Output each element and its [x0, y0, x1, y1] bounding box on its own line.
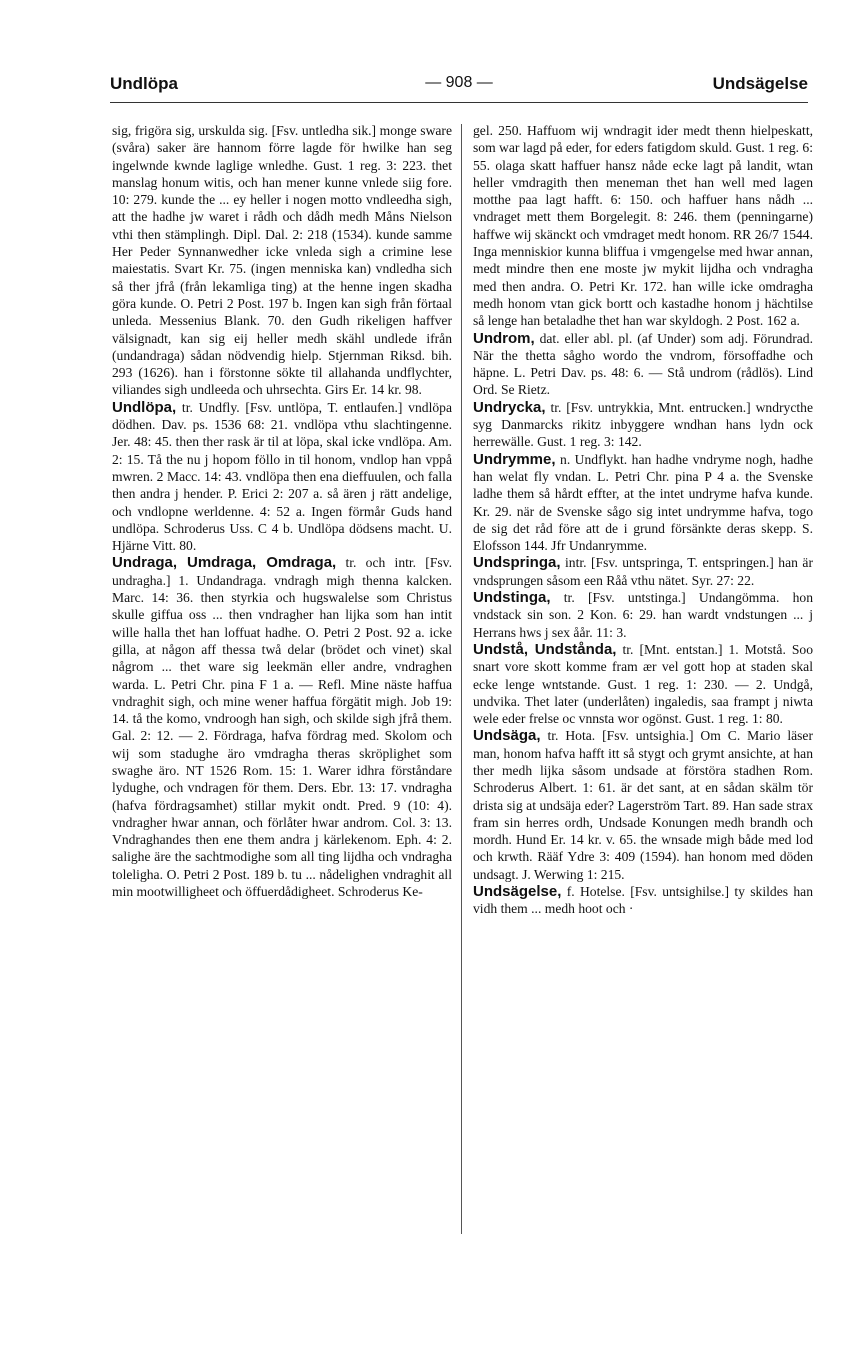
entry: [473, 554, 813, 589]
entry-text: tr. [Fsv. untstinga.] Undangömma. hon vndstack sin son. 2 Kon. 6: 29. han wardt vndstungen ... j Herrans hws j sex åår. 11: 3.: [473, 590, 813, 640]
entry: [473, 399, 813, 451]
left-column: [112, 122, 452, 900]
header-right-guideword: Undsägelse: [712, 74, 808, 93]
entry-text: intr. [Fsv. untspringa, T. entspringen.] han är vndsprungen såsom een Råå vthu nätet. Syr. 27: 22.: [473, 555, 813, 588]
entry: [473, 727, 813, 883]
entry-text: n. Undflykt. han hadhe vndryme nogh, hadhe han welat fly vndan. L. Petri Chr. pina P 4 a. the Svenske ladhe them så hårdt effter, at the intet undryme hafva kunde. Kr. 29. när de Svenske sågo sig intet undrymme hafva, togo de sig det råd före att de i grund försänkte deras skepp. S. Elofsson 144. Jfr Undanrymme.: [473, 451, 813, 554]
entry: [112, 122, 452, 399]
entry: [473, 330, 813, 399]
entry: [473, 883, 813, 918]
entry: [473, 451, 813, 555]
entry-text: tr. Undfly. [Fsv. untlöpa, T. entlaufen.] vndlöpa dödhen. Dav. ps. 1536 68: 21. vndlöpa vthu slachtingenne. Jer. 48: 45. then ther rask är til at löpa, skal icke vndlöpa. Am. 2: 15. Tå the nu j hopom föllo in til honom, vndlop han vppå mwren. 2 Macc. 14: 43. vndlöpa then ena dieffuulen, och falla then andra j hender. P. Erici 2: 207 a. så ären j rätt andelige, och vndlopne werldenne. 4: 52 a. Ingen förmår Guds hand undlöpa. Schroderus Uss. C 4 b. Undlöpa dödsens macht. U. Hjärne Vitt. 80.: [112, 399, 452, 554]
headword: Undstinga,: [473, 589, 551, 607]
column-divider: [461, 124, 462, 1234]
entry-text: tr. [Fsv. untrykkia, Mnt. entrucken.] wndrycthe syg Danmarcks rikitz inbyggere wndhan hans lydn ock herrewälle. Gust. 1 reg. 3: 142.: [473, 399, 813, 450]
headword: Undrymme,: [473, 450, 556, 468]
entry: [112, 399, 452, 555]
headword: Undlöpa,: [112, 398, 177, 416]
right-column: [473, 122, 813, 918]
entry-text: dat. eller abl. pl. (af Under) som adj. Förundrad. När the thetta sågho wordo the vndrom, försoffadhe och häpne. L. Petri Dav. ps. 48: 6. — Stå undrom (rådlös). Lind Ord. Se Rietz.: [473, 330, 813, 398]
entry-text: sig, frigöra sig, urskulda sig. [Fsv. untledha sik.] monge sware (svåra) saker äre hannom förre lagde för hwilke han seg ingelwnde kwnde laglige wnledhe. Gust. 1 reg. 3: 223. thet manslag honum witis, och han mener kunne vnlede siig fore. 10: 279. kunde the ... ey heller i nogen motto vndleedha sigh, att the hadhe jw waret i rådh och dådh medh Måns Nielson vthi then stämplingh. Dipl. Dal. 2: 218 (1534). kunde samme Her Peder Synnanwedher icke vnleda sigh a crimine lese maiestatis. Svart Kr. 75. (ingen menniska kan) vndledha sich så ther jfrå (från lekamliga ting) at the henne ingen skadha göra kunde. O. Petri 2 Post. 197 b. Ingen kan sigh från förtaal unleda. Messenius Blank. 70. den Gudh rikeligen haffver välsignadt, kan sig eij heller medh skähl undlede ifrån (undandraga) sådan nödvendig hielp. Stjernman Riksd. bih. 293 (1626). han i förstonne sökte til allahanda undflychter, viliandes sigh undleeda och uhrsechta. Girs Er. 14 kr. 98.: [112, 123, 452, 398]
headword: Undsägelse,: [473, 883, 562, 901]
entry: [473, 641, 813, 727]
entry: [473, 122, 813, 330]
headword: Undraga, Umdraga, Omdraga,: [112, 554, 337, 572]
page-header: [110, 70, 808, 103]
header-left-guideword: Undlöpa: [110, 74, 178, 93]
entry-text: gel. 250. Haffuom wij wndragit ider medt thenn hielpeskatt, som war lagd på eder, for eders fatigdom skuld. Gust. 1 reg. 6: 55. olaga skatt haffuer hansz nåde ecke lagt på landit, wtan heller vmdragith then meneman thet han well med lagen motthe paa lagt hafft. 6: 150. och haffuer hans nådh ... vndraget mett them Borgelegit. 8: 246. them (penningarne) haffwe wij skänckt och vmdraget medt honom. RR 26/7 1544. Inga menniskior kunna bliffua i vmgengelse med hwar annan, medt mindre then ene moste jw mykit lijdha och vndragha med then andra. O. Petri Kr. 172. han wille icke omdragha medh honom vtan gick bortt och kastadhe honom j hächtilse så lenge han betaladhe thet han war skyldogh. 2 Post. 162 a.: [473, 123, 813, 329]
entry-text: tr. Hota. [Fsv. untsighia.] Om C. Mario läser man, honom hafva hafft itt så stygt och grymt ansichte, at han ther medh lijka såsom undsade at förstöra stadhen Rom. Schroderus Albert. 1: 61. är det sant, at en sådan skälm tör drista sig at undsäja eder? Lagerström Tart. 89. Han sade strax fram sin herres ordh, Undsade Konungen medh brandh och mordh. Hund Er. 14 kr. v. 65. the wnsade migh både med lod och krwth. Rääf Ydre 3: 409 (1594). han honom med döden undsagt. J. Werwing 1: 215.: [473, 728, 813, 882]
entry-text: tr. och intr. [Fsv. undragha.] 1. Undandraga. vndragh migh thenna kalcken. Marc. 14: 36. then styrkia och hugswalelse som Christus skulle giffua oss ... then vndragher han lijka som han intit wille halla thet han loffuat hadhe. O. Petri 2 Post. 92 a. icke gilla, at någon aff thessa twå delar (brödet och vinet) skal någrom ... thet ware sig leekmän eller andre, vndraghen warda. L. Petri Chr. pina F 1 a. — Refl. Mine näste haffua vndraghit sigh, och mine wener haffua förgätit migh. Job 19: 14. tå the komo, vndroogh han sigh, och skilde sigh jfrå them. Gal. 2: 12. — 2. Fördraga, hafva fördrag med. Skolom och wij som stadughe äro vmdragha theras skröplighet som swaghe äro. NT 1526 Rom. 15: 1. Warer idhra förståndare lydughe, och vndragen för them. Ders. Ebr. 13: 17. vndragha (hafva fördragsamhet) stillar mykit ondt. Pred. 9 (10: 4). vndragher hwar annan, och förlåter hwar androm. Col. 3: 13. Vndraghandes then ene them andra j kärlekenom. Eph. 4: 2. salighe äre the sachtmodighe som all ting lijdha och vndragha toleligha. O. Petri 2 Post. 189 b. tu ... nådelighen vndraghit all min mootwilligheet och öffuerdådigheet. Schroderus Ke-: [112, 555, 452, 900]
entry-text: tr. [Mnt. entstan.] 1. Motstå. Soo snart vore skott komme fram ær vel gott hop at staden skal ecke lenge wntstande. Gust. 1 reg. 1: 230. — 2. Undgå, undvika. Thet later (underlåten) ingaledis, saa frampt j niwta wele eder frelse oc vnnsta wor ogönst. Gust. 1 reg. 1: 80.: [473, 641, 813, 727]
headword: Undspringa,: [473, 554, 561, 572]
headword: Undsäga,: [473, 727, 541, 745]
page-number: — 908 —: [425, 74, 493, 91]
entry-text: f. Hotelse. [Fsv. untsighilse.] ty skildes han vidh them ... medh hoot och ·: [473, 884, 813, 917]
headword: Undrom,: [473, 329, 535, 347]
headword: Undstå, Undstånda,: [473, 640, 617, 658]
entry: [473, 589, 813, 641]
headword: Undrycka,: [473, 398, 546, 416]
entry: [112, 554, 452, 900]
